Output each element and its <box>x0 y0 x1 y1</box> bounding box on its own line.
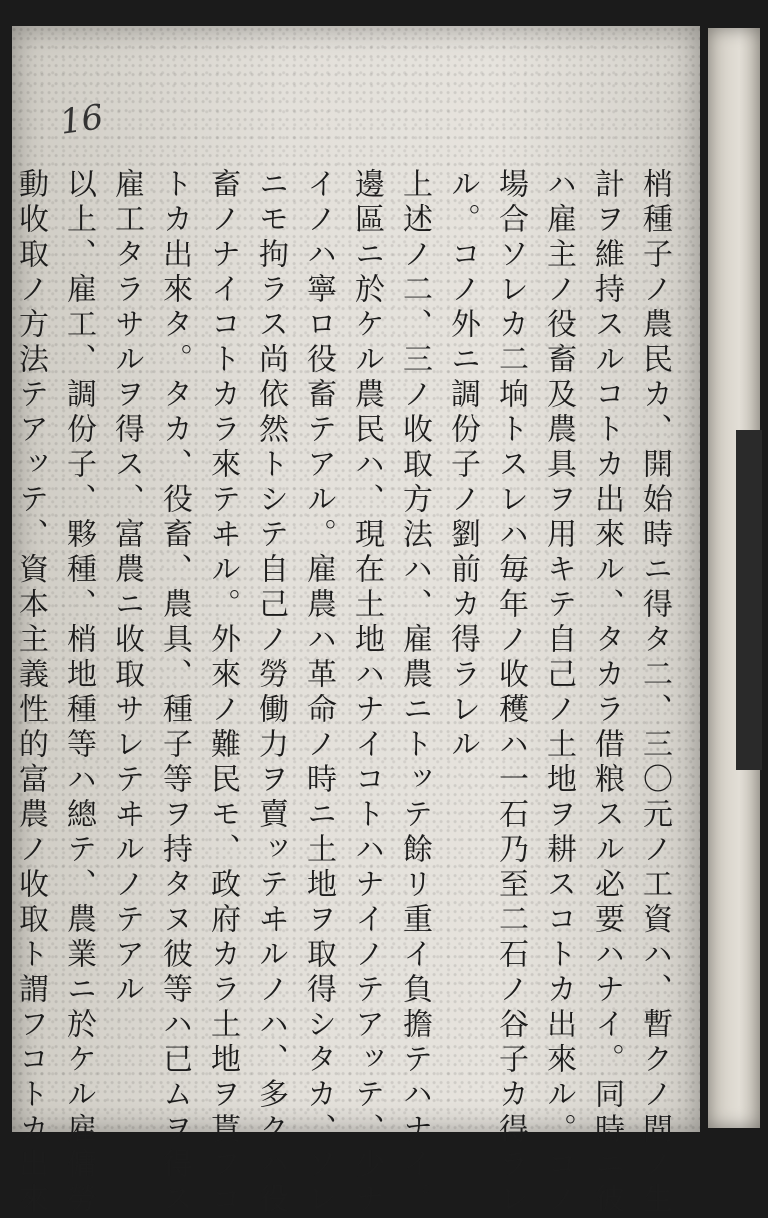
text-line: 以上、雇工、調份子、夥種、梢地種等ハ總テ、農業ニ於ケル雇傭勞 <box>61 168 96 1218</box>
text-line: トカ出來タ。タカ、役畜、農具、種子等ヲ持タヌ彼等ハ已ムヲ得ス <box>157 168 192 1218</box>
text-line: ル。コノ外ニ調份子ノ劉前カ得ラレル <box>445 168 480 763</box>
text-line: ハ雇主ノ役畜及農具ヲ用キテ自己ノ土地ヲ耕スコトカ出來ル。コノ <box>541 168 576 1218</box>
text-line: 雇工タラサルヲ得ス、富農ニ收取サレテヰルノテアル <box>109 168 144 1008</box>
text-line <box>0 168 6 1048</box>
vertical-text-body <box>13 168 678 1218</box>
text-line: 畜ノナイコトカラ來テヰル。外來ノ難民モ、政府カラ土地ヲ貰フコ <box>205 168 240 1218</box>
page-number: 16 <box>57 97 106 143</box>
text-line: ニモ拘ラス尚依然トシテ自己ノ勞働力ヲ賣ッテヰルノハ、多クハ役 <box>253 168 288 1218</box>
text-line: 動收取ノ方法テアッテ、資本主義性的富農ノ收取ト謂フコトカ出來 <box>13 168 48 1218</box>
text-line: 邊區ニ於ケル農民ハ、現在土地ハナイコトハナイノテアッテ、少ナ <box>349 168 384 1218</box>
text-line: イノハ寧ロ役畜テアル。雇農ハ革命ノ時ニ土地ヲ取得シタカ、ソレ <box>301 168 336 1218</box>
text-line: 梢種子ノ農民カ、開始時ニ得タ二、三〇元ノ工資ハ、暫クノ間ノ生 <box>637 168 672 1218</box>
binding-tab <box>736 430 762 770</box>
text-line: 計ヲ維持スルコトカ出來ル、タカラ借粮スル必要ハナイ。同時ニ彼 <box>589 168 624 1218</box>
text-line: 上述ノ二、三ノ收取方法ハ、雇農ニトッテ餘リ重イ負擔テハナイ。 <box>397 168 432 1218</box>
text-line: 場合ソレカ二垧トスレハ毎年ノ收穫ハ一石乃至二石ノ谷子カ得ラレ <box>493 168 528 1218</box>
